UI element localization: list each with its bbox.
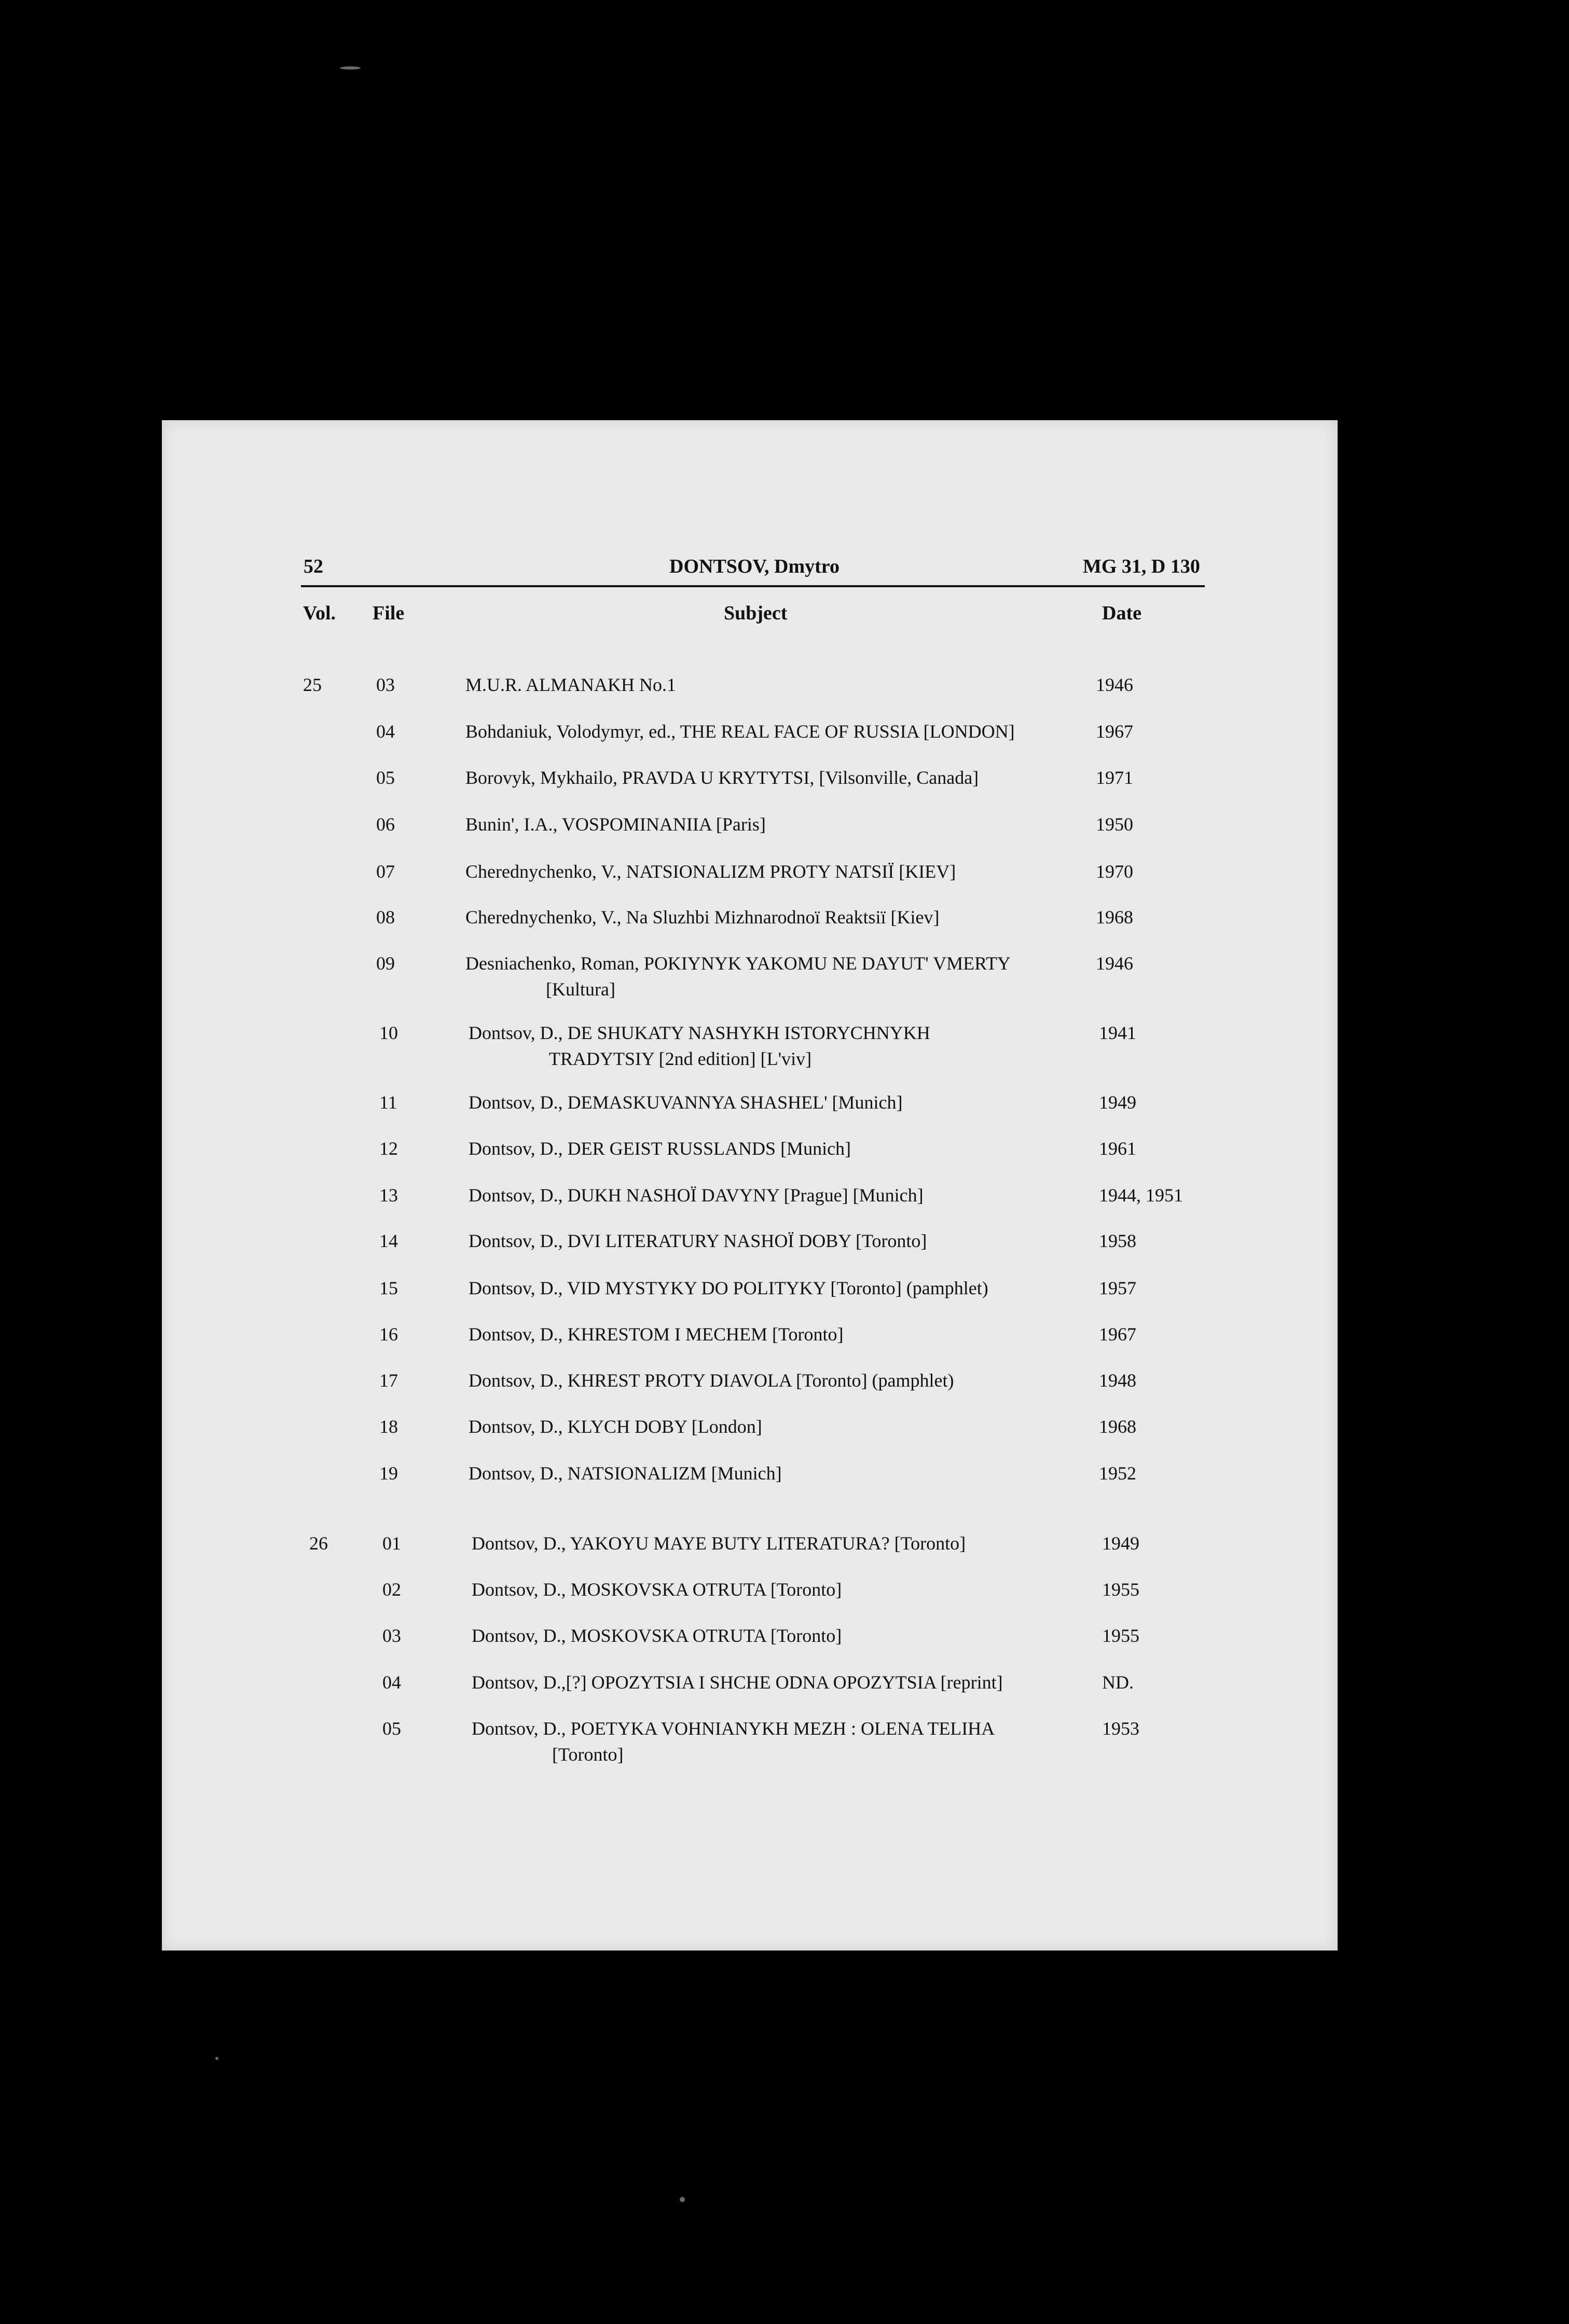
date-cell: 1946: [1096, 953, 1133, 974]
subject-cell: Borovyk, Mykhailo, PRAVDA U KRYTYTSI, [Vilsonville, Canada]: [465, 767, 979, 788]
subject-cell: M.U.R. ALMANAKH No.1: [465, 674, 677, 695]
date-cell: 1952: [1099, 1463, 1136, 1484]
file-cell: 01: [382, 1533, 401, 1554]
subject-cell: Dontsov, D., DE SHUKATY NASHYKH ISTORYCHNYKH: [469, 1022, 930, 1043]
date-cell: 1970: [1096, 861, 1133, 882]
date-cell: 1950: [1096, 814, 1133, 835]
subject-cell: Dontsov, D., MOSKOVSKA OTRUTA [Toronto]: [472, 1625, 842, 1646]
subject-cell: Dontsov, D., KHRESTOM I MECHEM [Toronto]: [469, 1324, 844, 1345]
subject-continuation: [Toronto]: [552, 1744, 624, 1765]
date-cell: 1944, 1951: [1099, 1185, 1183, 1206]
subject-cell: Bunin', I.A., VOSPOMINANIIA [Paris]: [465, 814, 766, 835]
file-cell: 18: [379, 1416, 398, 1437]
file-cell: 04: [376, 721, 395, 742]
subject-cell: Dontsov, D., MOSKOVSKA OTRUTA [Toronto]: [472, 1579, 842, 1600]
subject-cell: Dontsov, D.,[?] OPOZYTSIA I SHCHE ODNA OPOZYTSIA [reprint]: [472, 1672, 1003, 1693]
header-rule: [301, 585, 1205, 587]
vol-cell: 26: [309, 1533, 328, 1554]
file-cell: 11: [379, 1092, 397, 1113]
date-cell: 1968: [1099, 1416, 1136, 1437]
speck: [215, 2057, 218, 2060]
date-cell: 1953: [1102, 1718, 1139, 1739]
file-cell: 19: [379, 1463, 398, 1484]
subject-cell: Cherednychenko, V., Na Sluzhbi Mizhnarodnoï Reaktsiï [Kiev]: [465, 907, 940, 928]
subject-cell: Cherednychenko, V., NATSIONALIZM PROTY NATSIÏ [KIEV]: [465, 861, 956, 882]
file-cell: 07: [376, 861, 395, 882]
file-cell: 12: [379, 1138, 398, 1159]
date-cell: 1949: [1102, 1533, 1139, 1554]
column-header-subject: Subject: [724, 602, 788, 624]
file-cell: 05: [376, 767, 395, 788]
date-cell: 1961: [1099, 1138, 1136, 1159]
speck: [680, 2197, 685, 2202]
date-cell: ND.: [1102, 1672, 1134, 1693]
date-cell: 1941: [1099, 1022, 1136, 1043]
page-number: 52: [304, 556, 323, 577]
date-cell: 1948: [1099, 1370, 1136, 1391]
file-cell: 08: [376, 907, 395, 928]
subject-cell: Dontsov, D., DEMASKUVANNYA SHASHEL' [Munich]: [469, 1092, 903, 1113]
file-cell: 10: [379, 1022, 398, 1043]
file-cell: 03: [376, 674, 395, 695]
file-cell: 05: [382, 1718, 401, 1739]
subject-cell: Dontsov, D., KHREST PROTY DIAVOLA [Toronto] (pamphlet): [469, 1370, 954, 1391]
file-cell: 14: [379, 1230, 398, 1251]
date-cell: 1949: [1099, 1092, 1136, 1113]
subject-cell: Dontsov, D., NATSIONALIZM [Munich]: [469, 1463, 782, 1484]
file-cell: 13: [379, 1185, 398, 1206]
column-header-date: Date: [1102, 602, 1141, 624]
date-cell: 1958: [1099, 1230, 1136, 1251]
vol-cell: 25: [303, 674, 322, 695]
date-cell: 1968: [1096, 907, 1133, 928]
file-cell: 06: [376, 814, 395, 835]
file-cell: 03: [382, 1625, 401, 1646]
file-cell: 16: [379, 1324, 398, 1345]
date-cell: 1955: [1102, 1579, 1139, 1600]
subject-continuation: [Kultura]: [546, 979, 615, 1000]
column-header-vol: Vol.: [303, 602, 336, 624]
file-cell: 02: [382, 1579, 401, 1600]
subject-cell: Dontsov, D., KLYCH DOBY [London]: [469, 1416, 762, 1437]
column-header-file: File: [373, 602, 405, 624]
file-cell: 17: [379, 1370, 398, 1391]
subject-cell: Dontsov, D., DVI LITERATURY NASHOÏ DOBY [Toronto]: [469, 1230, 927, 1251]
subject-cell: Dontsov, D., VID MYSTYKY DO POLITYKY [Toronto] (pamphlet): [469, 1278, 988, 1298]
subject-cell: Dontsov, D., YAKOYU MAYE BUTY LITERATURA? [Toronto]: [472, 1533, 966, 1554]
date-cell: 1955: [1102, 1625, 1139, 1646]
date-cell: 1967: [1096, 721, 1133, 742]
date-cell: 1946: [1096, 674, 1133, 695]
file-cell: 04: [382, 1672, 401, 1693]
file-cell: 09: [376, 953, 395, 974]
date-cell: 1957: [1099, 1278, 1136, 1298]
subject-cell: Desniachenko, Roman, POKIYNYK YAKOMU NE DAYUT' VMERTY: [465, 953, 1011, 974]
collection-reference: MG 31, D 130: [1083, 556, 1200, 577]
subject-cell: Bohdaniuk, Volodymyr, ed., THE REAL FACE OF RUSSIA [LONDON]: [465, 721, 1015, 742]
speck: [340, 66, 361, 70]
subject-continuation: TRADYTSIY [2nd edition] [L'viv]: [549, 1048, 812, 1069]
subject-cell: Dontsov, D., DUKH NASHOÏ DAVYNY [Prague] [Munich]: [469, 1185, 924, 1206]
document-page: [162, 420, 1338, 1951]
file-cell: 15: [379, 1278, 398, 1298]
collection-title: DONTSOV, Dmytro: [669, 556, 839, 577]
date-cell: 1967: [1099, 1324, 1136, 1345]
subject-cell: Dontsov, D., POETYKA VOHNIANYKH MEZH : OLENA TELIHA: [472, 1718, 995, 1739]
subject-cell: Dontsov, D., DER GEIST RUSSLANDS [Munich]: [469, 1138, 851, 1159]
date-cell: 1971: [1096, 767, 1133, 788]
